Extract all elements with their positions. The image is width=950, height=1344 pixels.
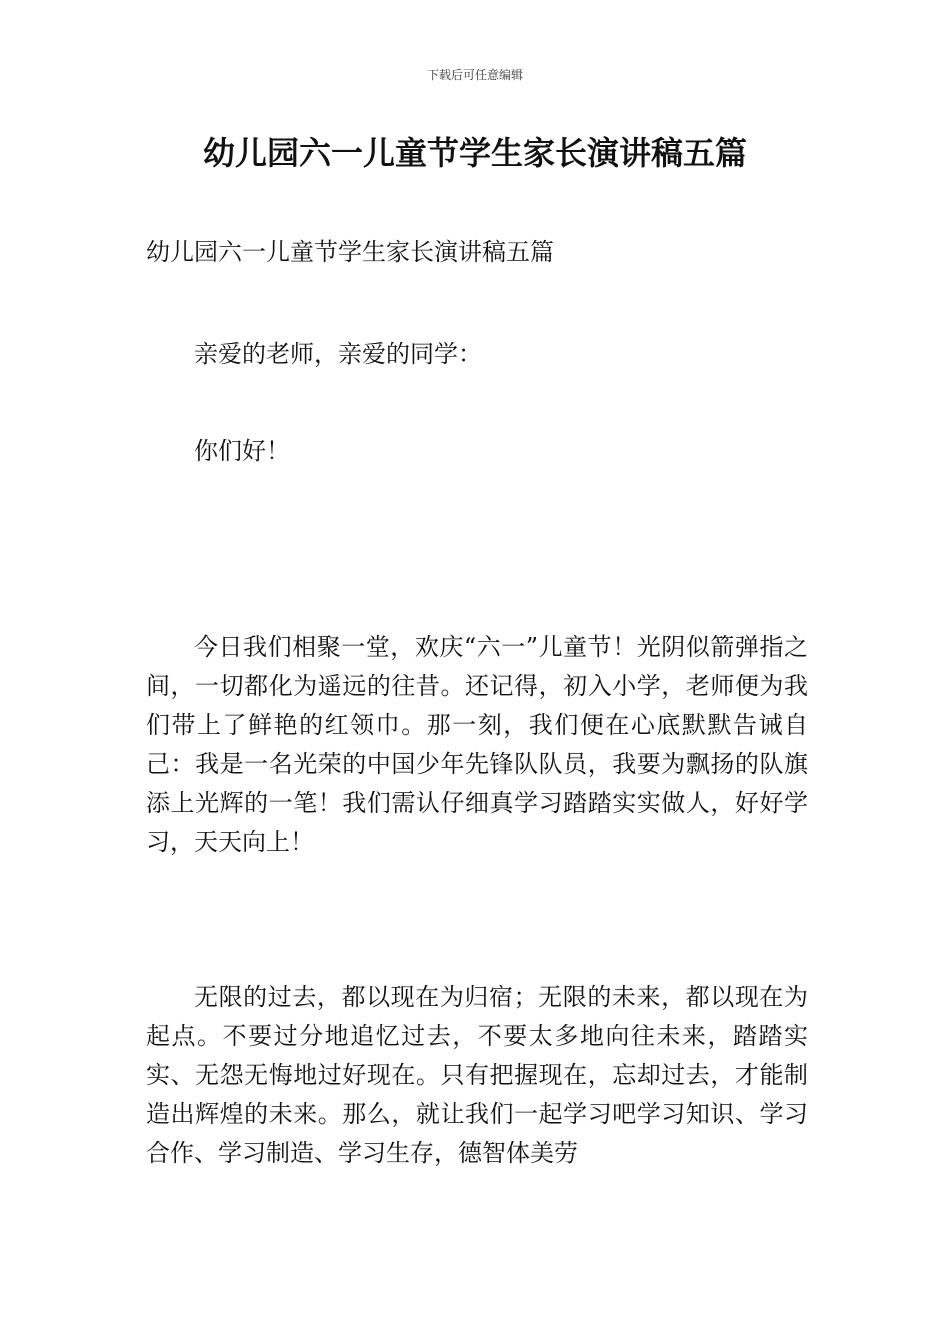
body-paragraph-2: 无限的过去，都以现在为归宿；无限的未来，都以现在为起点。不要过分地追忆过去，不要太多地向往未来，踏踏实实、无怨无悔地过好现在。只有把握现在，忘却过去，才能制造出辉煌的未来。那么，就让我们一起学习吧学习知识、学习合作、学习制造、学习生存，德智体美劳 xyxy=(146,983,808,1167)
body-paragraph-1: 今日我们相聚一堂，欢庆“六一”儿童节！光阴似箭弹指之间，一切都化为遥远的往昔。还记得，初入小学，老师便为我们带上了鲜艳的红领巾。那一刻，我们便在心底默默告诫自己：我是一名光荣的中国少年先锋队队员，我要为飘扬的队旗添上光辉的一笔！我们需认仔细真学习踏踏实实做人，好好学习，天天向上！ xyxy=(146,633,808,856)
hello-line: 你们好！ xyxy=(194,437,290,465)
header-note: 下载后可任意编辑 xyxy=(426,68,523,82)
document-title: 幼儿园六一儿童节学生家长演讲稿五篇 xyxy=(202,134,747,172)
greeting-line: 亲爱的老师，亲爱的同学： xyxy=(194,340,482,368)
document-subtitle: 幼儿园六一儿童节学生家长演讲稿五篇 xyxy=(146,238,554,266)
